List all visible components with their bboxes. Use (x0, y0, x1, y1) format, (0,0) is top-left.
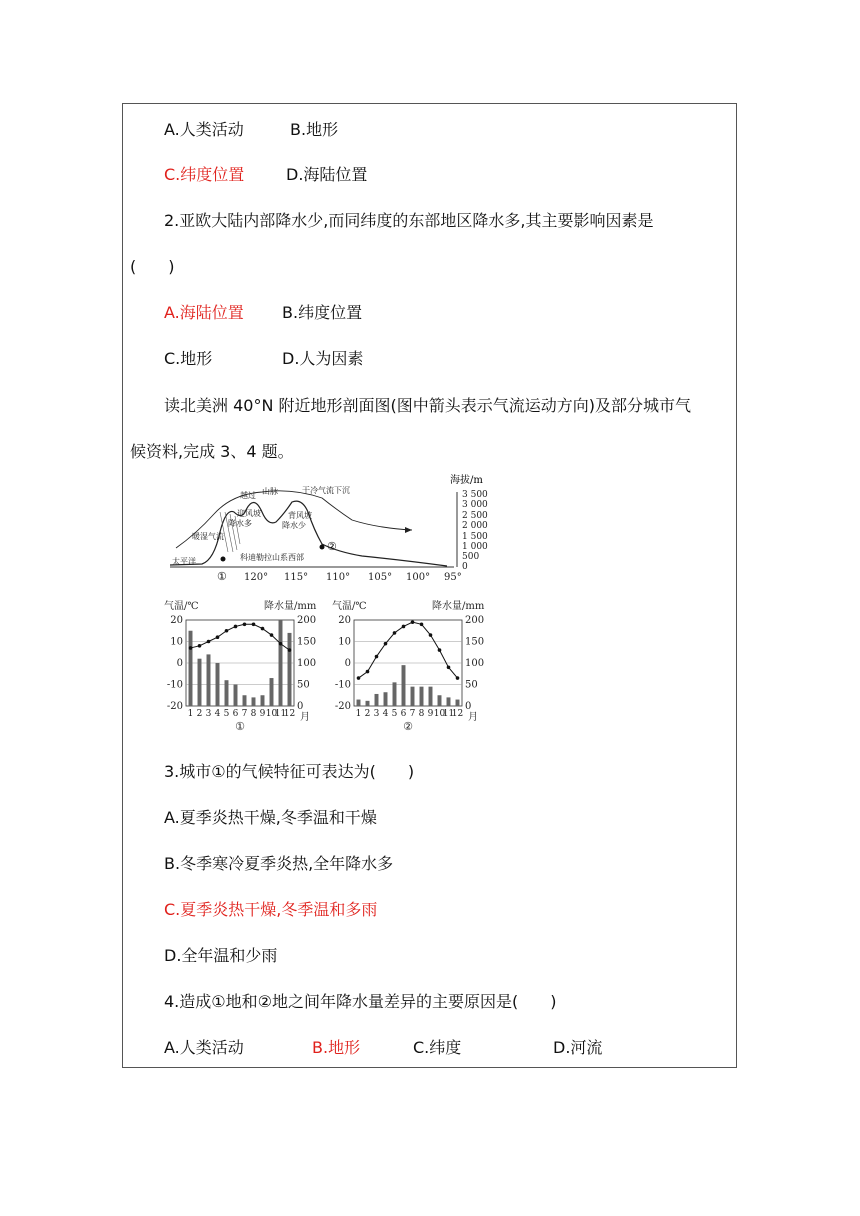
alt-tick: 2 000 (462, 521, 488, 531)
temperature-point (429, 633, 433, 637)
question-frame (122, 103, 737, 1068)
precip-axis-label: 降水量/mm (264, 601, 317, 612)
city-2-marker: ② (327, 540, 337, 553)
temperature-line (191, 624, 290, 650)
lon-tick: 110° (326, 572, 351, 583)
month-tick: 8 (418, 709, 425, 719)
temp-tick: 0 (176, 658, 183, 669)
precip-bar (189, 631, 193, 706)
annotation-ocean: 太平洋 (172, 557, 196, 566)
precip-bar (420, 687, 424, 706)
temperature-point (279, 642, 283, 646)
precip-bar (279, 620, 283, 706)
climate-chart-city-1 (164, 598, 332, 738)
precip-bar (393, 682, 397, 706)
annotation-leeward: 背风坡 (288, 511, 312, 520)
month-tick: 11 (274, 709, 287, 719)
q4-option-d[interactable]: D.河流 (553, 1038, 603, 1057)
precip-bar (402, 665, 406, 706)
month-tick: 11 (442, 709, 455, 719)
temperature-point (456, 676, 460, 680)
temp-tick: -10 (166, 679, 183, 691)
q1-option-b[interactable]: B.地形 (290, 120, 339, 139)
q1-option-c-answer[interactable]: C.纬度位置 (164, 165, 245, 184)
temp-axis-label: 气温/℃ (164, 601, 199, 612)
temp-tick: 10 (170, 636, 183, 648)
precip-axis-label: 降水量/mm (432, 601, 485, 612)
intro-line-2: 候资料,完成 3、4 题。 (130, 442, 294, 461)
lon-tick: 115° (284, 572, 309, 583)
temp-axis-label: 气温/℃ (332, 601, 367, 612)
q4-option-a[interactable]: A.人类活动 (164, 1038, 244, 1057)
lon-tick: 120° (244, 572, 269, 583)
annotation-humid-air: 暖湿气流 (192, 532, 224, 541)
terrain-profile-figure (162, 472, 502, 584)
temperature-point (375, 655, 379, 659)
annotation-rain-shadow: 降水少 (282, 521, 306, 530)
month-tick: 12 (283, 709, 296, 719)
temperature-point (270, 633, 274, 637)
month-tick: 6 (232, 709, 239, 719)
q4-option-b-answer[interactable]: B.地形 (312, 1038, 361, 1057)
alt-tick: 1 500 (462, 532, 488, 542)
precip-bar (456, 700, 460, 706)
q4-stem: 4.造成①地和②地之间年降水量差异的主要原因是( ) (164, 992, 557, 1011)
temperature-point (243, 623, 247, 627)
q2-option-a-answer[interactable]: A.海陆位置 (164, 303, 244, 322)
precip-bar (447, 697, 451, 706)
month-axis-label: 月 (468, 712, 478, 723)
alt-tick: 1 000 (462, 542, 488, 552)
precip-tick: 200 (297, 615, 317, 626)
month-tick: 5 (223, 709, 230, 719)
annotation-windward-rain: 降水多 (228, 519, 252, 528)
q4-option-c[interactable]: C.纬度 (413, 1038, 462, 1057)
month-tick: 9 (427, 709, 434, 719)
annotation-descend-dry: 干冷气流下沉 (302, 486, 350, 495)
alt-tick: 0 (462, 562, 468, 572)
temperature-line (359, 622, 458, 678)
temperature-point (225, 629, 229, 633)
temperature-point (411, 620, 415, 624)
temperature-point (447, 666, 451, 670)
month-tick: 7 (241, 709, 248, 719)
temperature-point (207, 640, 211, 644)
temperature-point (189, 646, 193, 650)
precip-bar (270, 678, 274, 706)
temperature-point (198, 644, 202, 648)
city-1-marker: ① (217, 570, 227, 583)
precip-tick: 50 (297, 679, 310, 691)
month-tick: 4 (214, 709, 221, 719)
precip-tick: 0 (297, 701, 304, 712)
month-tick: 1 (355, 709, 362, 719)
q3-option-b[interactable]: B.冬季寒冷夏季炎热,全年降水多 (164, 854, 394, 873)
alt-tick: 3 000 (462, 500, 488, 510)
temperature-point (261, 627, 265, 631)
annotation-mountains: 山脉 (262, 487, 278, 496)
precip-bar (375, 694, 379, 706)
month-tick: 10 (433, 709, 446, 719)
month-tick: 3 (205, 709, 212, 719)
climate-chart-city-2 (332, 598, 500, 738)
temperature-point (438, 648, 442, 652)
q1-option-a[interactable]: A.人类活动 (164, 120, 244, 139)
month-tick: 12 (451, 709, 464, 719)
temp-tick: -20 (334, 701, 351, 712)
month-tick: 2 (364, 709, 371, 719)
month-tick: 4 (382, 709, 389, 719)
month-tick: 9 (259, 709, 266, 719)
temperature-point (252, 623, 256, 627)
month-tick: 8 (250, 709, 257, 719)
precip-bar (198, 659, 202, 706)
intro-line-1: 读北美洲 40°N 附近地形剖面图(图中箭头表示气流运动方向)及部分城市气 (164, 396, 691, 415)
precip-tick: 0 (465, 701, 472, 712)
precip-bar (216, 663, 220, 706)
month-tick: 7 (409, 709, 416, 719)
temperature-point (234, 625, 238, 629)
precip-bar (207, 654, 211, 706)
precip-bar (384, 692, 388, 706)
temp-tick: 10 (338, 636, 351, 648)
precip-bar (366, 701, 370, 706)
precip-bar (234, 685, 238, 707)
q3-option-a[interactable]: A.夏季炎热干燥,冬季温和干燥 (164, 808, 377, 827)
q1-option-d[interactable]: D.海陆位置 (286, 165, 368, 184)
precip-tick: 200 (465, 615, 485, 626)
precip-bar (225, 680, 229, 706)
precip-tick: 100 (465, 658, 485, 669)
alt-tick: 2 500 (462, 511, 488, 521)
precip-tick: 150 (297, 636, 317, 648)
month-tick: 10 (265, 709, 278, 719)
q2-option-c[interactable]: C.地形 (164, 349, 213, 368)
precip-tick: 50 (465, 679, 478, 691)
month-tick: 1 (187, 709, 194, 719)
temperature-point (357, 676, 361, 680)
precip-tick: 100 (297, 658, 317, 669)
q3-option-d[interactable]: D.全年温和少雨 (164, 946, 278, 965)
lon-tick: 105° (368, 572, 393, 583)
lon-tick: 100° (406, 572, 431, 583)
q2-option-d[interactable]: D.人为因素 (282, 349, 364, 368)
precip-bar (438, 695, 442, 706)
precip-tick: 150 (465, 636, 485, 648)
annotation-mountain-name: 科迪勒拉山系西部 (240, 553, 304, 562)
temp-tick: -20 (166, 701, 183, 712)
month-tick: 6 (400, 709, 407, 719)
chart-city-label: ② (403, 720, 413, 733)
q3-option-c-answer[interactable]: C.夏季炎热干燥,冬季温和多雨 (164, 900, 378, 919)
annotation-cross: 越过 (240, 491, 256, 500)
alt-tick: 3 500 (462, 490, 488, 500)
lon-tick: 95° (444, 572, 462, 583)
annotation-windward: 迎风坡 (237, 509, 261, 518)
month-axis-label: 月 (300, 712, 310, 723)
temperature-point (384, 642, 388, 646)
month-tick: 3 (373, 709, 380, 719)
temp-tick: 20 (170, 615, 183, 626)
precip-bar (252, 697, 256, 706)
precip-bar (429, 687, 433, 706)
precip-bar (357, 700, 361, 706)
month-tick: 2 (196, 709, 203, 719)
precip-bar (243, 695, 247, 706)
temperature-point (288, 648, 292, 652)
temperature-point (216, 635, 220, 639)
precip-bar (411, 687, 415, 706)
alt-tick: 500 (462, 552, 480, 562)
temperature-point (420, 623, 424, 627)
temp-tick: 20 (338, 615, 351, 626)
altitude-axis-label: 海拔/m (450, 475, 483, 486)
temp-tick: 0 (344, 658, 351, 669)
month-tick: 5 (391, 709, 398, 719)
chart-city-label: ① (235, 720, 245, 733)
temp-tick: -10 (334, 679, 351, 691)
temperature-point (393, 631, 397, 635)
q2-option-b[interactable]: B.纬度位置 (282, 303, 363, 322)
temperature-point (366, 670, 370, 674)
precip-bar (261, 695, 265, 706)
temperature-point (402, 625, 406, 629)
q2-stem: 2.亚欧大陆内部降水少,而同纬度的东部地区降水多,其主要影响因素是 (164, 211, 654, 230)
q3-stem: 3.城市①的气候特征可表达为( ) (164, 762, 415, 781)
q2-answer-bracket: ( ) (130, 257, 175, 276)
precip-bar (288, 633, 292, 706)
